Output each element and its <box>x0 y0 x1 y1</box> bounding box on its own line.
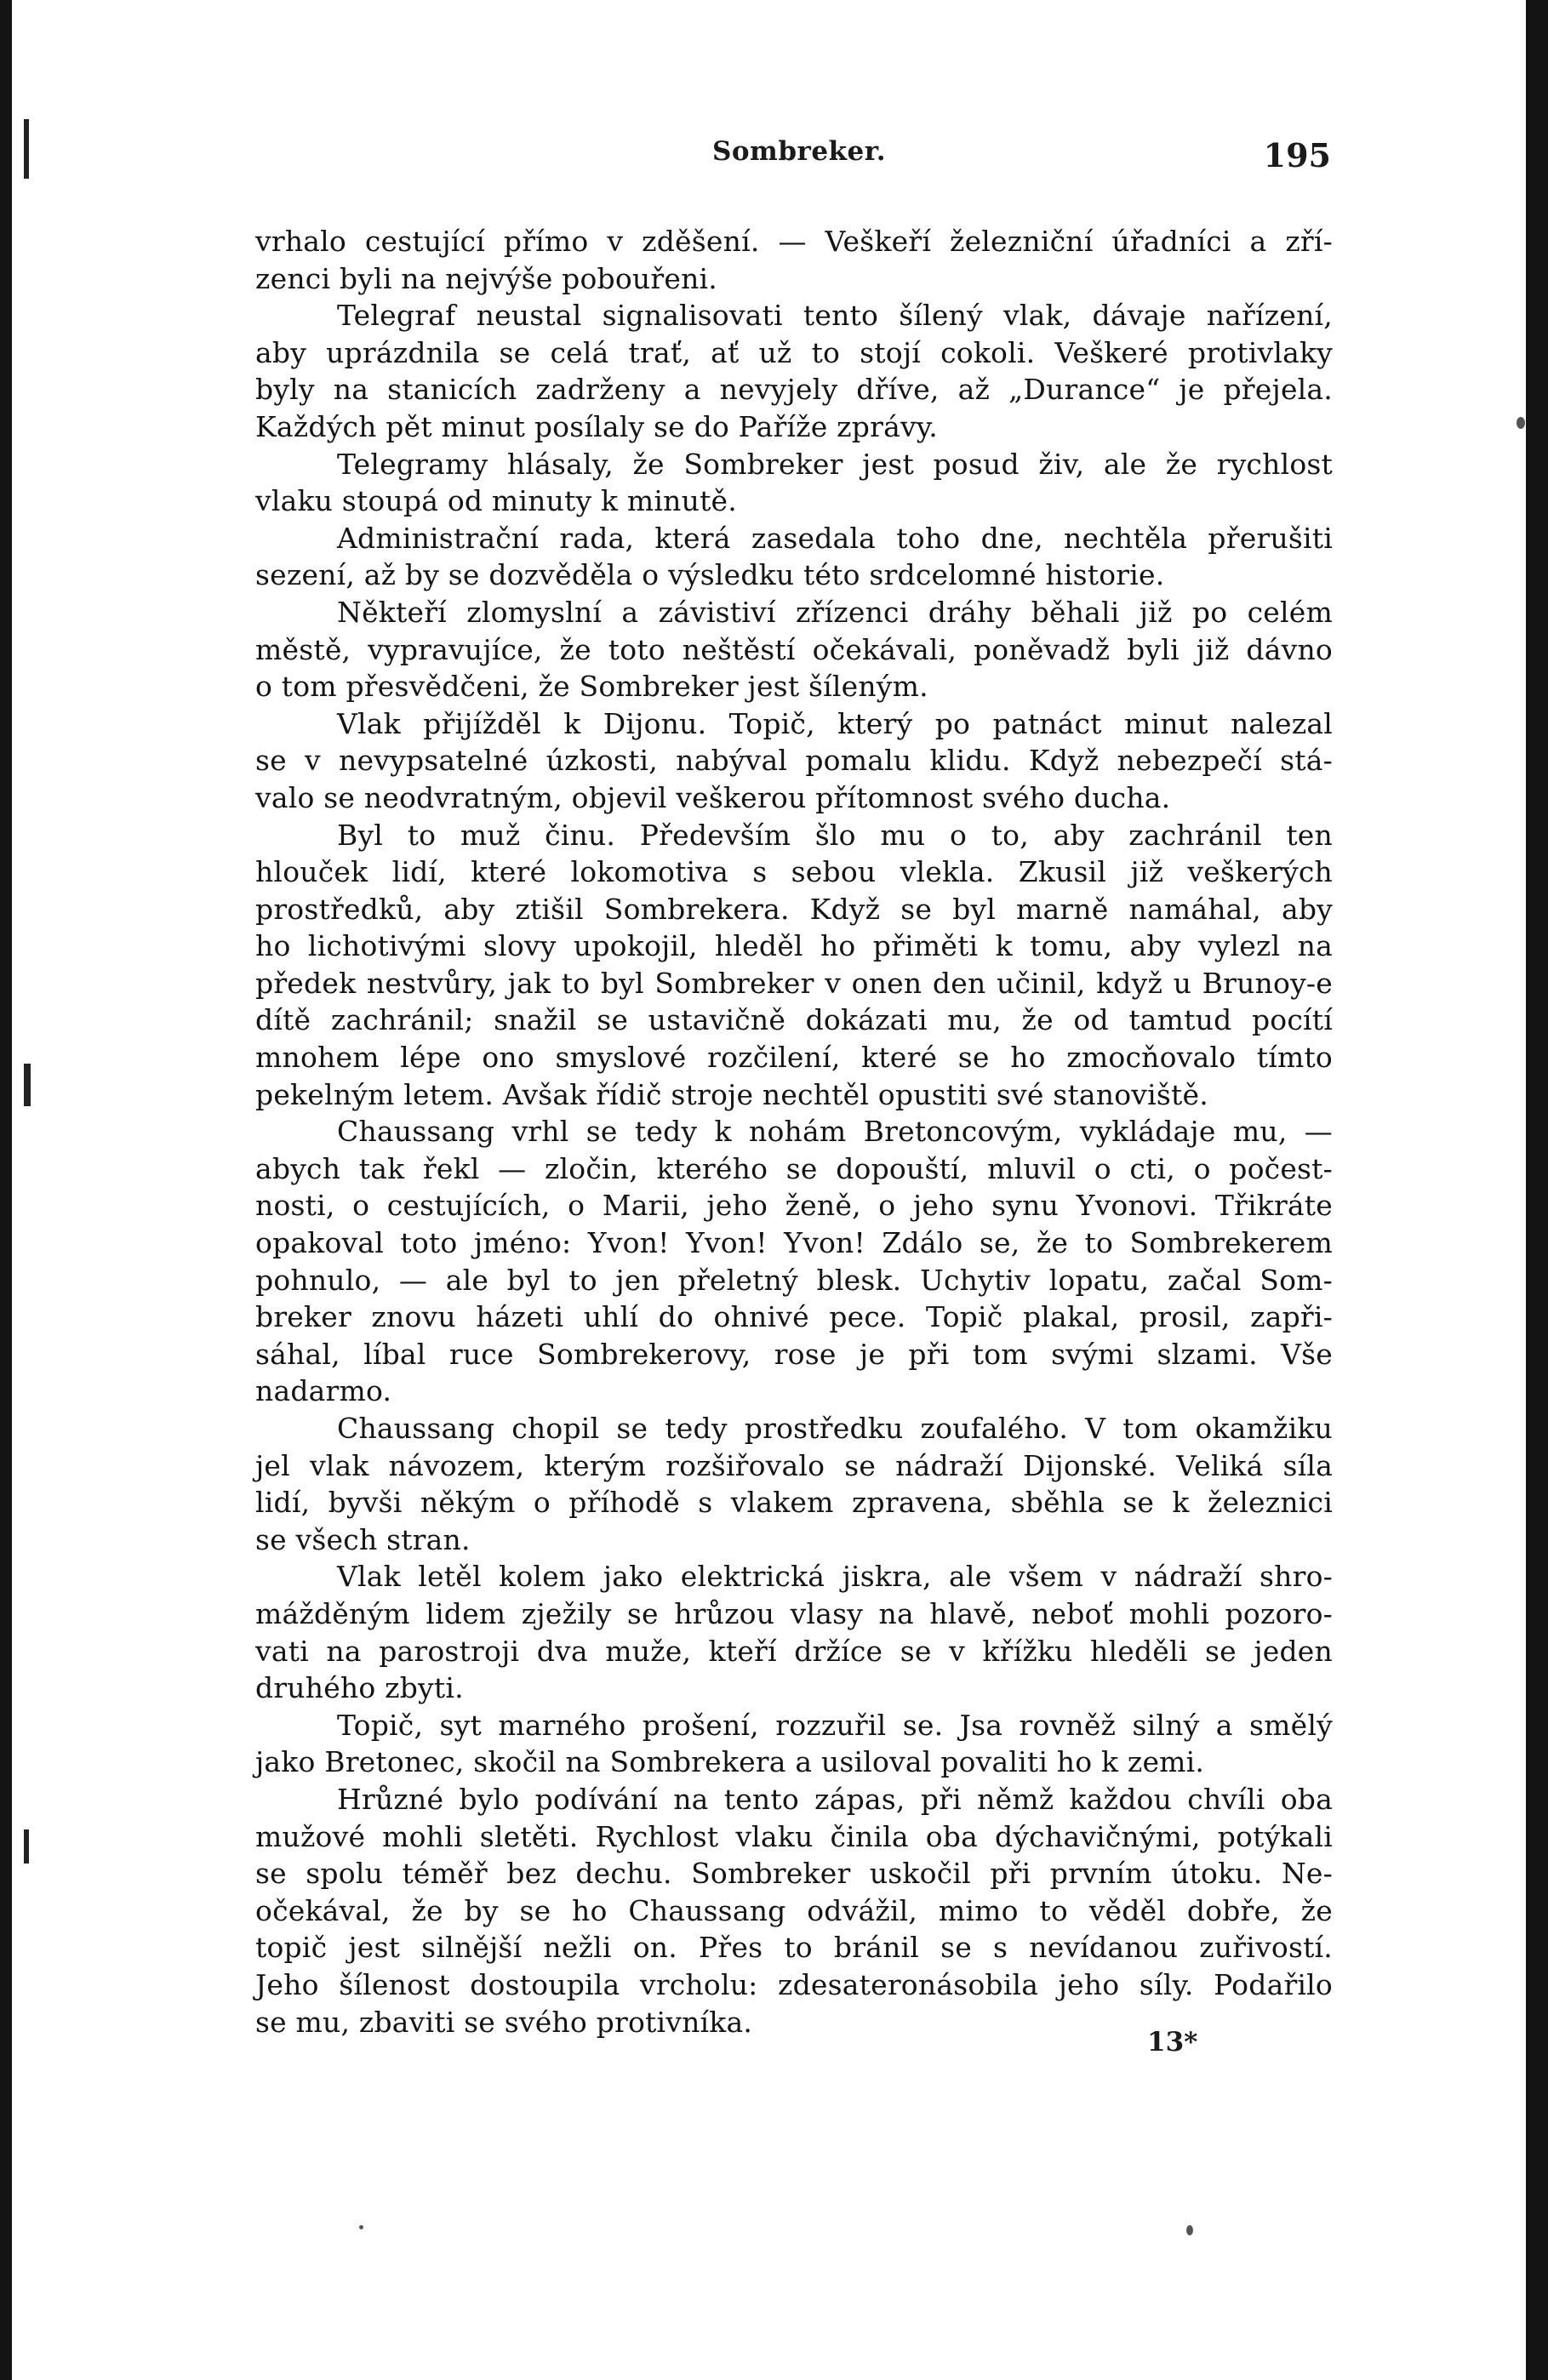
text-line: breker znovu házeti uhlí do ohnivé pece. Topič plakal, prosil, zapři- <box>255 1300 1333 1334</box>
page-header <box>259 136 1340 187</box>
text-line: Topič, syt marného prošení, rozzuřil se. Jsa rovněž silný a smělý <box>337 1708 1333 1742</box>
text-line: o tom přesvědčeni, že Sombreker jest šíleným. <box>255 670 928 704</box>
text-line: prostředků, aby ztišil Sombrekera. Když se byl marně namáhal, aby <box>255 892 1333 926</box>
text-line: vrhalo cestující přímo v zděšení. — Veškeří železniční úřadníci a zří- <box>255 225 1333 258</box>
text-line: opakoval toto jméno: Yvon! Yvon! Yvon! Zdálo se, že to Sombrekerem <box>255 1226 1333 1260</box>
body-text <box>255 223 1333 2040</box>
text-line: vlaku stoupá od minuty k minutě. <box>255 484 737 518</box>
text-line: Vlak přijížděl k Dijonu. Topič, který po patnáct minut nalezal <box>337 706 1333 740</box>
text-line: aby uprázdnila se celá trať, ať už to stojí cokoli. Veškeré protivlaky <box>255 335 1333 369</box>
text-line: ho lichotivými slovy upokojil, hleděl ho přiměti k tomu, aby vylezl na <box>255 929 1333 963</box>
text-line: se mu, zbaviti se svého protivníka. <box>255 2005 753 2039</box>
text-line: pekelným letem. Avšak řídič stroje nechtěl opustiti své stanoviště. <box>255 1077 1208 1111</box>
text-line: nadarmo. <box>255 1374 392 1408</box>
scan-speck <box>1517 417 1525 429</box>
text-line: dítě zachránil; snažil se ustavičně dokázati mu, že od tamtud pocítí <box>255 1003 1333 1037</box>
text-line: Telegraf neustal signalisovati tento šílený vlak, dávaje nařízení, <box>337 299 1333 333</box>
binding-edge-mark <box>24 119 29 179</box>
text-line: sezení, až by se dozvěděla o výsledku této srdcelomné historie. <box>255 558 1165 592</box>
text-line: mážděným lidem zježily se hrůzou vlasy na hlavě, neboť mohli pozoro- <box>255 1596 1333 1630</box>
text-line: se spolu téměř bez dechu. Sombreker uskočil při prvním útoku. Ne- <box>255 1857 1333 1891</box>
running-head: Sombreker. <box>711 136 887 167</box>
text-line: druhého zbyti. <box>255 1671 464 1705</box>
text-line: Administrační rada, která zasedala toho dne, nechtěla přerušiti <box>337 521 1333 555</box>
text-line: sáhal, líbal ruce Sombrekerovy, rose je při tom svými slzami. Vše <box>255 1337 1333 1371</box>
text-line: Chaussang vrhl se tedy k nohám Bretoncovým, vykládaje mu, — <box>337 1115 1333 1149</box>
binding-edge-mark <box>24 1064 31 1106</box>
page-number: 195 <box>1263 136 1331 174</box>
text-line: se všech stran. <box>255 1522 471 1556</box>
printer-signature-mark: 13* <box>1147 2027 1198 2058</box>
text-line: nosti, o cestujících, o Marii, jeho ženě, o jeho synu Yvonovi. Třikráte <box>255 1189 1333 1223</box>
text-line: Jeho šílenost dostoupila vrcholu: zdesateronásobila jeho síly. Podařilo <box>255 1967 1333 2001</box>
text-line: Hrůzné bylo podívání na tento zápas, při němž každou chvíli oba <box>337 1782 1333 1816</box>
text-line: pohnulo, — ale byl to jen přeletný blesk. Uchytiv lopatu, začal Som- <box>255 1263 1333 1297</box>
text-line: mnohem lépe ono smyslové rozčilení, které se ho zmocňovalo tímto <box>255 1041 1333 1075</box>
text-line: abych tak řekl — zločin, kterého se dopouští, mluvil o cti, o počest- <box>255 1151 1333 1185</box>
text-line: Telegramy hlásaly, že Sombreker jest posud živ, ale že rychlost <box>337 447 1333 481</box>
text-line: městě, vypravujíce, že toto neštěstí očekávali, poněvadž byli již dávno <box>255 632 1333 666</box>
text-line: jel vlak návozem, kterým rozšiřovalo se nádraží Dijonské. Veliká síla <box>255 1448 1333 1482</box>
text-line: Někteří zlomyslní a závistiví zřízenci dráhy běhali již po celém <box>337 595 1333 629</box>
text-line: Chaussang chopil se tedy prostředku zoufalého. V tom okamžiku <box>337 1412 1333 1445</box>
text-line: hlouček lidí, které lokomotiva s sebou vlekla. Zkusil již veškerých <box>255 855 1333 889</box>
text-line: Vlak letěl kolem jako elektrická jiskra, ale všem v nádraží shro- <box>337 1560 1333 1594</box>
text-line: vati na parostroji dva muže, kteří držíce se v křížku hleděli se jeden <box>255 1634 1333 1668</box>
scan-speck <box>1186 2225 1193 2235</box>
text-line: Byl to muž činu. Především šlo mu o to, aby zachránil ten <box>337 818 1333 852</box>
text-line: lidí, byvši někým o příhodě s vlakem zpravena, sběhla se k železnici <box>255 1486 1333 1520</box>
text-line: topič jest silnější nežli on. Přes to bránil se s nevídanou zuřivostí. <box>255 1931 1333 1965</box>
text-line: jako Bretonec, skočil na Sombrekera a usiloval povaliti ho k zemi. <box>255 1745 1205 1779</box>
text-line: valo se neodvratným, objevil veškerou přítomnost svého ducha. <box>255 780 1171 814</box>
text-line: Každých pět minut posílaly se do Paříže zprávy. <box>255 409 938 443</box>
scan-speck <box>359 2225 363 2229</box>
text-line: předek nestvůry, jak to byl Sombreker v onen den učinil, když u Brunoy-e <box>255 966 1333 1000</box>
text-line: byly na stanicích zadrženy a nevyjely dříve, až „Durance“ je přejela. <box>255 373 1333 407</box>
text-line: mužové mohli sletěti. Rychlost vlaku činila oba dýchavičnými, potýkali <box>255 1819 1333 1853</box>
text-line: zenci byli na nejvýše pobouřeni. <box>255 261 717 295</box>
binding-edge-mark <box>24 1829 29 1863</box>
text-line: se v nevypsatelné úzkosti, nabýval pomalu klidu. Když nebezpečí stá- <box>255 744 1333 778</box>
text-line: očekával, že by se ho Chaussang odvážil, mimo to věděl dobře, že <box>255 1893 1333 1927</box>
